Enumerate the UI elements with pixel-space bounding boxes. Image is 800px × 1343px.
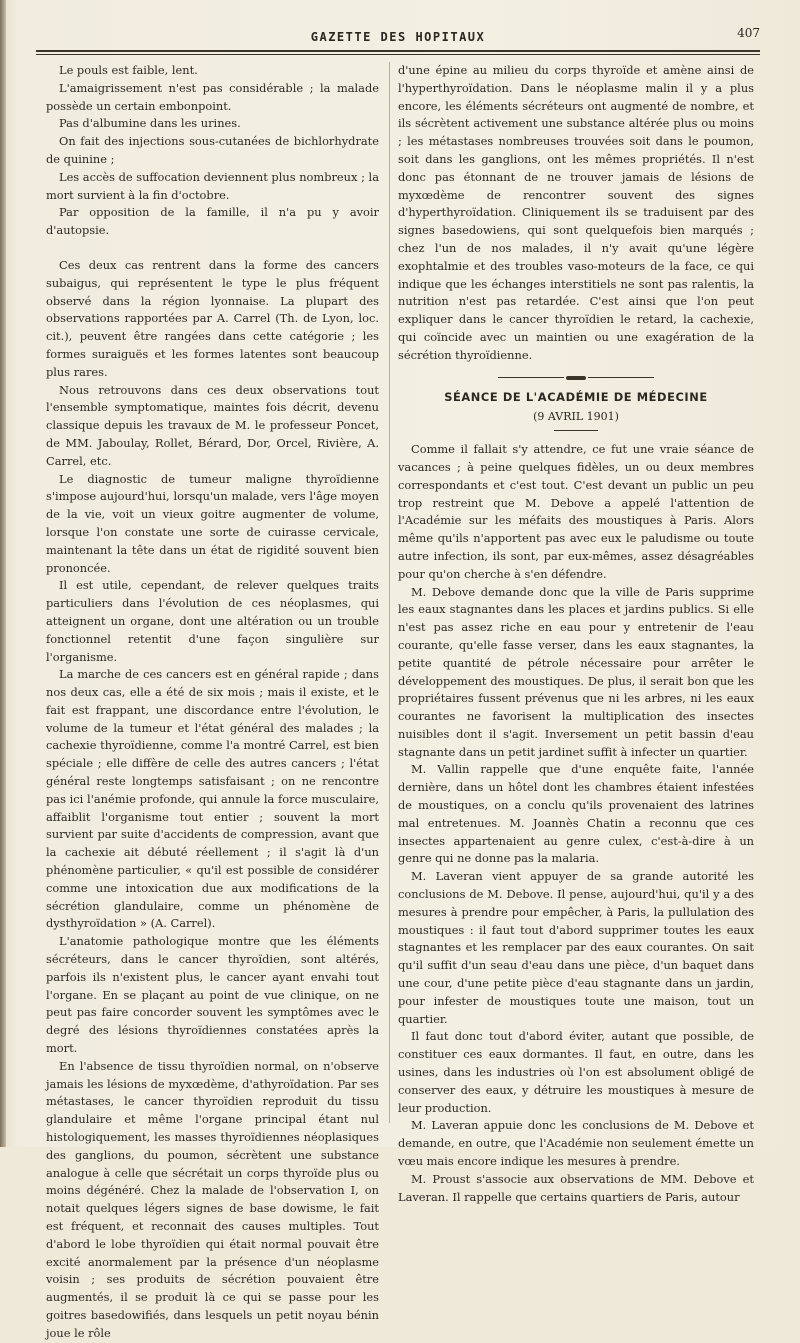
left-column	[46, 62, 379, 1343]
running-title: GAZETTE DES HOPITAUX	[310, 30, 486, 44]
column-divider	[389, 62, 390, 1123]
paragraph: Il faut donc tout d'abord éviter, autant que possible, de constituer ces eaux dormantes. Il faut, en outre, dans les usines, dans les industries où l'on est absolument obligé de conserver des eaux, y détruire les moustiques à mesure de leur production.	[398, 1029, 754, 1115]
paragraph: M. Laveran vient appuyer de sa grande autorité les conclusions de M. Debove. Il pense, aujourd'hui, qu'il y a des mesures à prendre pour empêcher, à Paris, la pullulation des moustiques : il faut tout d'abord supprimer toutes les eaux stagnantes et les remplacer par des eaux courantes. On sait qu'il suffit d'un seau d'eau dans une pièce, d'un baquet dans une cour, d'une petite pièce d'eau stagnante dans un jardin, pour infester de moustiques toute une maison, tout un quartier.	[398, 869, 754, 1026]
paragraph: Par opposition de la famille, il n'a pu y avoir d'autopsie.	[46, 205, 379, 238]
paragraph: Comme il fallait s'y attendre, ce fut une vraie séance de vacances ; à peine quelques fidèles, un ou deux membres correspondants et c'est tout. C'est devant un public un peu trop restreint que M. Debove a appelé l'attention de l'Académie sur les méfaits des moustiques à Paris. Alors même qu'ils n'apportent pas avec eux le paludisme ou toute autre infection, ils sont, par eux-mêmes, assez désagréables pour qu'on cherche à s'en défendre.	[398, 442, 754, 581]
title-rule	[554, 430, 598, 431]
paragraph-continuation: d'une épine au milieu du corps thyroïde et amène ainsi de l'hyperthyroïdation. Dans le néoplasme malin il y a plus encore, les éléments sécréteurs ont augmenté de nombre, et ils sécrètent activement une substance altérée plus ou moins ; les métastases nombreuses trouvées soit dans le poumon, soit dans les ganglions, ont les mêmes propriétés. Il n'est donc pas étonnant de ne trouver jamais de lésions de myxœdème de rencontrer souvent des signes d'hyperthyroïdation. Cliniquement ils se traduisent par des signes basedowiens, qui sont quelquefois bien marqués ; chez l'un de nos malades, il n'y avait qu'une légère exophtalmie et des troubles vaso-moteurs de la face, ce qui indique que les échanges interstitiels ne sont pas ralentis, la nutrition n'est pas retardée. C'est ainsi que l'on peut expliquer dans le cancer thyroïdien le retard, la cachexie, qui coïncide avec un maintien ou une exagération de la sécrétion thyroïdienne.	[398, 63, 754, 362]
paragraph: Il est utile, cependant, de relever quelques traits particuliers dans l'évolution de ces néoplasmes, qui atteignent un organe, dont une altération ou un trouble fonctionnel retentit d'une façon singulière sur l'organisme.	[46, 578, 379, 664]
paragraph: Le diagnostic de tumeur maligne thyroïdienne s'impose aujourd'hui, lorsqu'un malade, vers l'âge moyen de la vie, voit un vieux goitre augmenter de volume, lorsque l'on constate une sorte de cuirasse cervicale, maintenant la tête dans un état de rigidité souvent bien prononcée.	[46, 471, 379, 575]
paragraph: Ces deux cas rentrent dans la forme des cancers subaigus, qui représentent le type le plus fréquent observé dans la région lyonnaise. La plupart des observations rapportées par A. Carrel (Th. de Lyon, loc. cit.), peuvent être rangées dans cette catégorie ; les formes suraiguës et les formes latentes sont beaucoup plus rares.	[46, 257, 379, 379]
paragraph: L'amaigrissement n'est pas considérable ; la malade possède un certain embonpoint.	[46, 80, 379, 113]
paragraph: Pas d'albumine dans les urines.	[59, 116, 241, 131]
paragraph: On fait des injections sous-cutanées de bichlorhydrate de quinine ;	[46, 134, 379, 166]
paragraph: Le pouls est faible, lent.	[59, 63, 198, 77]
right-column	[398, 62, 754, 1206]
paragraph: L'anatomie pathologique montre que les éléments sécréteurs, dans le cancer thyroïdien, sont altérés, parfois ils n'existent plus, le cancer ayant envahi tout l'organe. En se plaçant au point de vue clinique, on ne peut pas faire concorder souvent les symptômes avec le degré des lésions thyroïdiennes constatées après la mort.	[46, 934, 379, 1056]
paragraph: La marche de ces cancers est en général rapide ; dans nos deux cas, elle a été de six mois ; mais il existe, et le fait est frappant, une discordance entre l'évolution, le volume de la tumeur et l'état général des malades ; la cachexie thyroïdienne, comme l'a montré Carrel, est bien spéciale ; elle diffère de celle des autres cancers ; l'état général reste longtemps satisfaisant ; on ne rencontre pas ici l'anémie profonde, qui annule la force musculaire, affaiblit l'organisme tout entier ; souvent la mort survient par suite d'accidents de compression, avant que la cachexie ait débuté réellement ; il s'agit là d'un phénomène particulier, « qu'il est possible de considérer comme une intoxication due aux modifications de la sécrétion glandulaire, comme un phénomène de dysthyroïdation » (A. Carrel).	[46, 667, 379, 931]
section-separator	[398, 373, 754, 383]
paragraph: Les accès de suffocation deviennent plus nombreux ; la mort survient à la fin d'octobre.	[46, 169, 379, 202]
paragraph: M. Proust s'associe aux observations de MM. Debove et Laveran. Il rappelle que certains quartiers de Paris, autour	[398, 1171, 754, 1204]
page-binding-edge	[0, 0, 6, 1147]
paragraph: Nous retrouvons dans ces deux observations tout l'ensemble symptomatique, maintes fois décrit, devenu classique depuis les travaux de M. le professeur Poncet, de MM. Jaboulay, Rollet, Bérard, Dor, Orcel, Rivière, A. Carrel, etc.	[46, 382, 379, 468]
page-header	[36, 24, 760, 46]
header-rule	[36, 50, 760, 55]
paragraph: M. Vallin rappelle que d'une enquête faite, l'année dernière, dans un hôtel dont les chambres étaient infestées de moustiques, on a conclu qu'ils provenaient des latrines mal entretenues. M. Joannès Chatin a reconnu que ces insectes appartenaient au genre culex, c'est-à-dire à un genre qui ne donne pas la malaria.	[398, 762, 754, 866]
page-number: 407	[737, 26, 760, 40]
paragraph: M. Laveran appuie donc les conclusions de M. Debove et demande, en outre, que l'Académie non seulement émette un vœu mais encore indique les mesures à prendre.	[398, 1118, 754, 1169]
section-date: (9 AVRIL 1901)	[533, 410, 619, 424]
paragraph: M. Debove demande donc que la ville de Paris supprime les eaux stagnantes dans les places et jardins publics. Si elle n'est pas assez riche en eau pour y entretenir de l'eau courante, qu'elle fasse verser, dans les eaux stagnantes, la petite quantité de pétrole nécessaire pour arrêter le développement des moustiques. De plus, il serait bon que les propriétaires fussent prévenus que ni les arbres, ni les eaux courantes ne favorisent la multiplication des insectes nuisibles dont il s'agit. Inversement un petit bassin d'eau stagnante dans un petit jardinet suffit à infecter un quartier.	[398, 584, 754, 759]
paragraph: En l'absence de tissu thyroïdien normal, on n'observe jamais les lésions de myxœdème, d'athyroïdation. Par ses métastases, le cancer thyroïdien reproduit du tissu glandulaire et même l'organe principal étant nul histologiquement, les masses thyroïdiennes néoplasiques des ganglions, du poumon, sécrètent une substance analogue à celle que sécrétait un corps thyroïde plus ou moins dégénéré. Chez la malade de l'observation I, on notait quelques légers signes de base dowisme, le fait est fréquent, et reconnait des causes multiples. Tout d'abord le lobe thyroïdien qui était normal pouvait être excité anormalement par la présence d'un néoplasme voisin ; ses produits de sécrétion pouvaient être augmentés, il se produit là ce qui se passe pour les goitres basedowifiés, dans lesquels un petit noyau bénin joue le rôle	[46, 1058, 379, 1340]
section-title: SÉANCE DE L'ACADÉMIE DE MÉDECINE	[444, 389, 708, 404]
